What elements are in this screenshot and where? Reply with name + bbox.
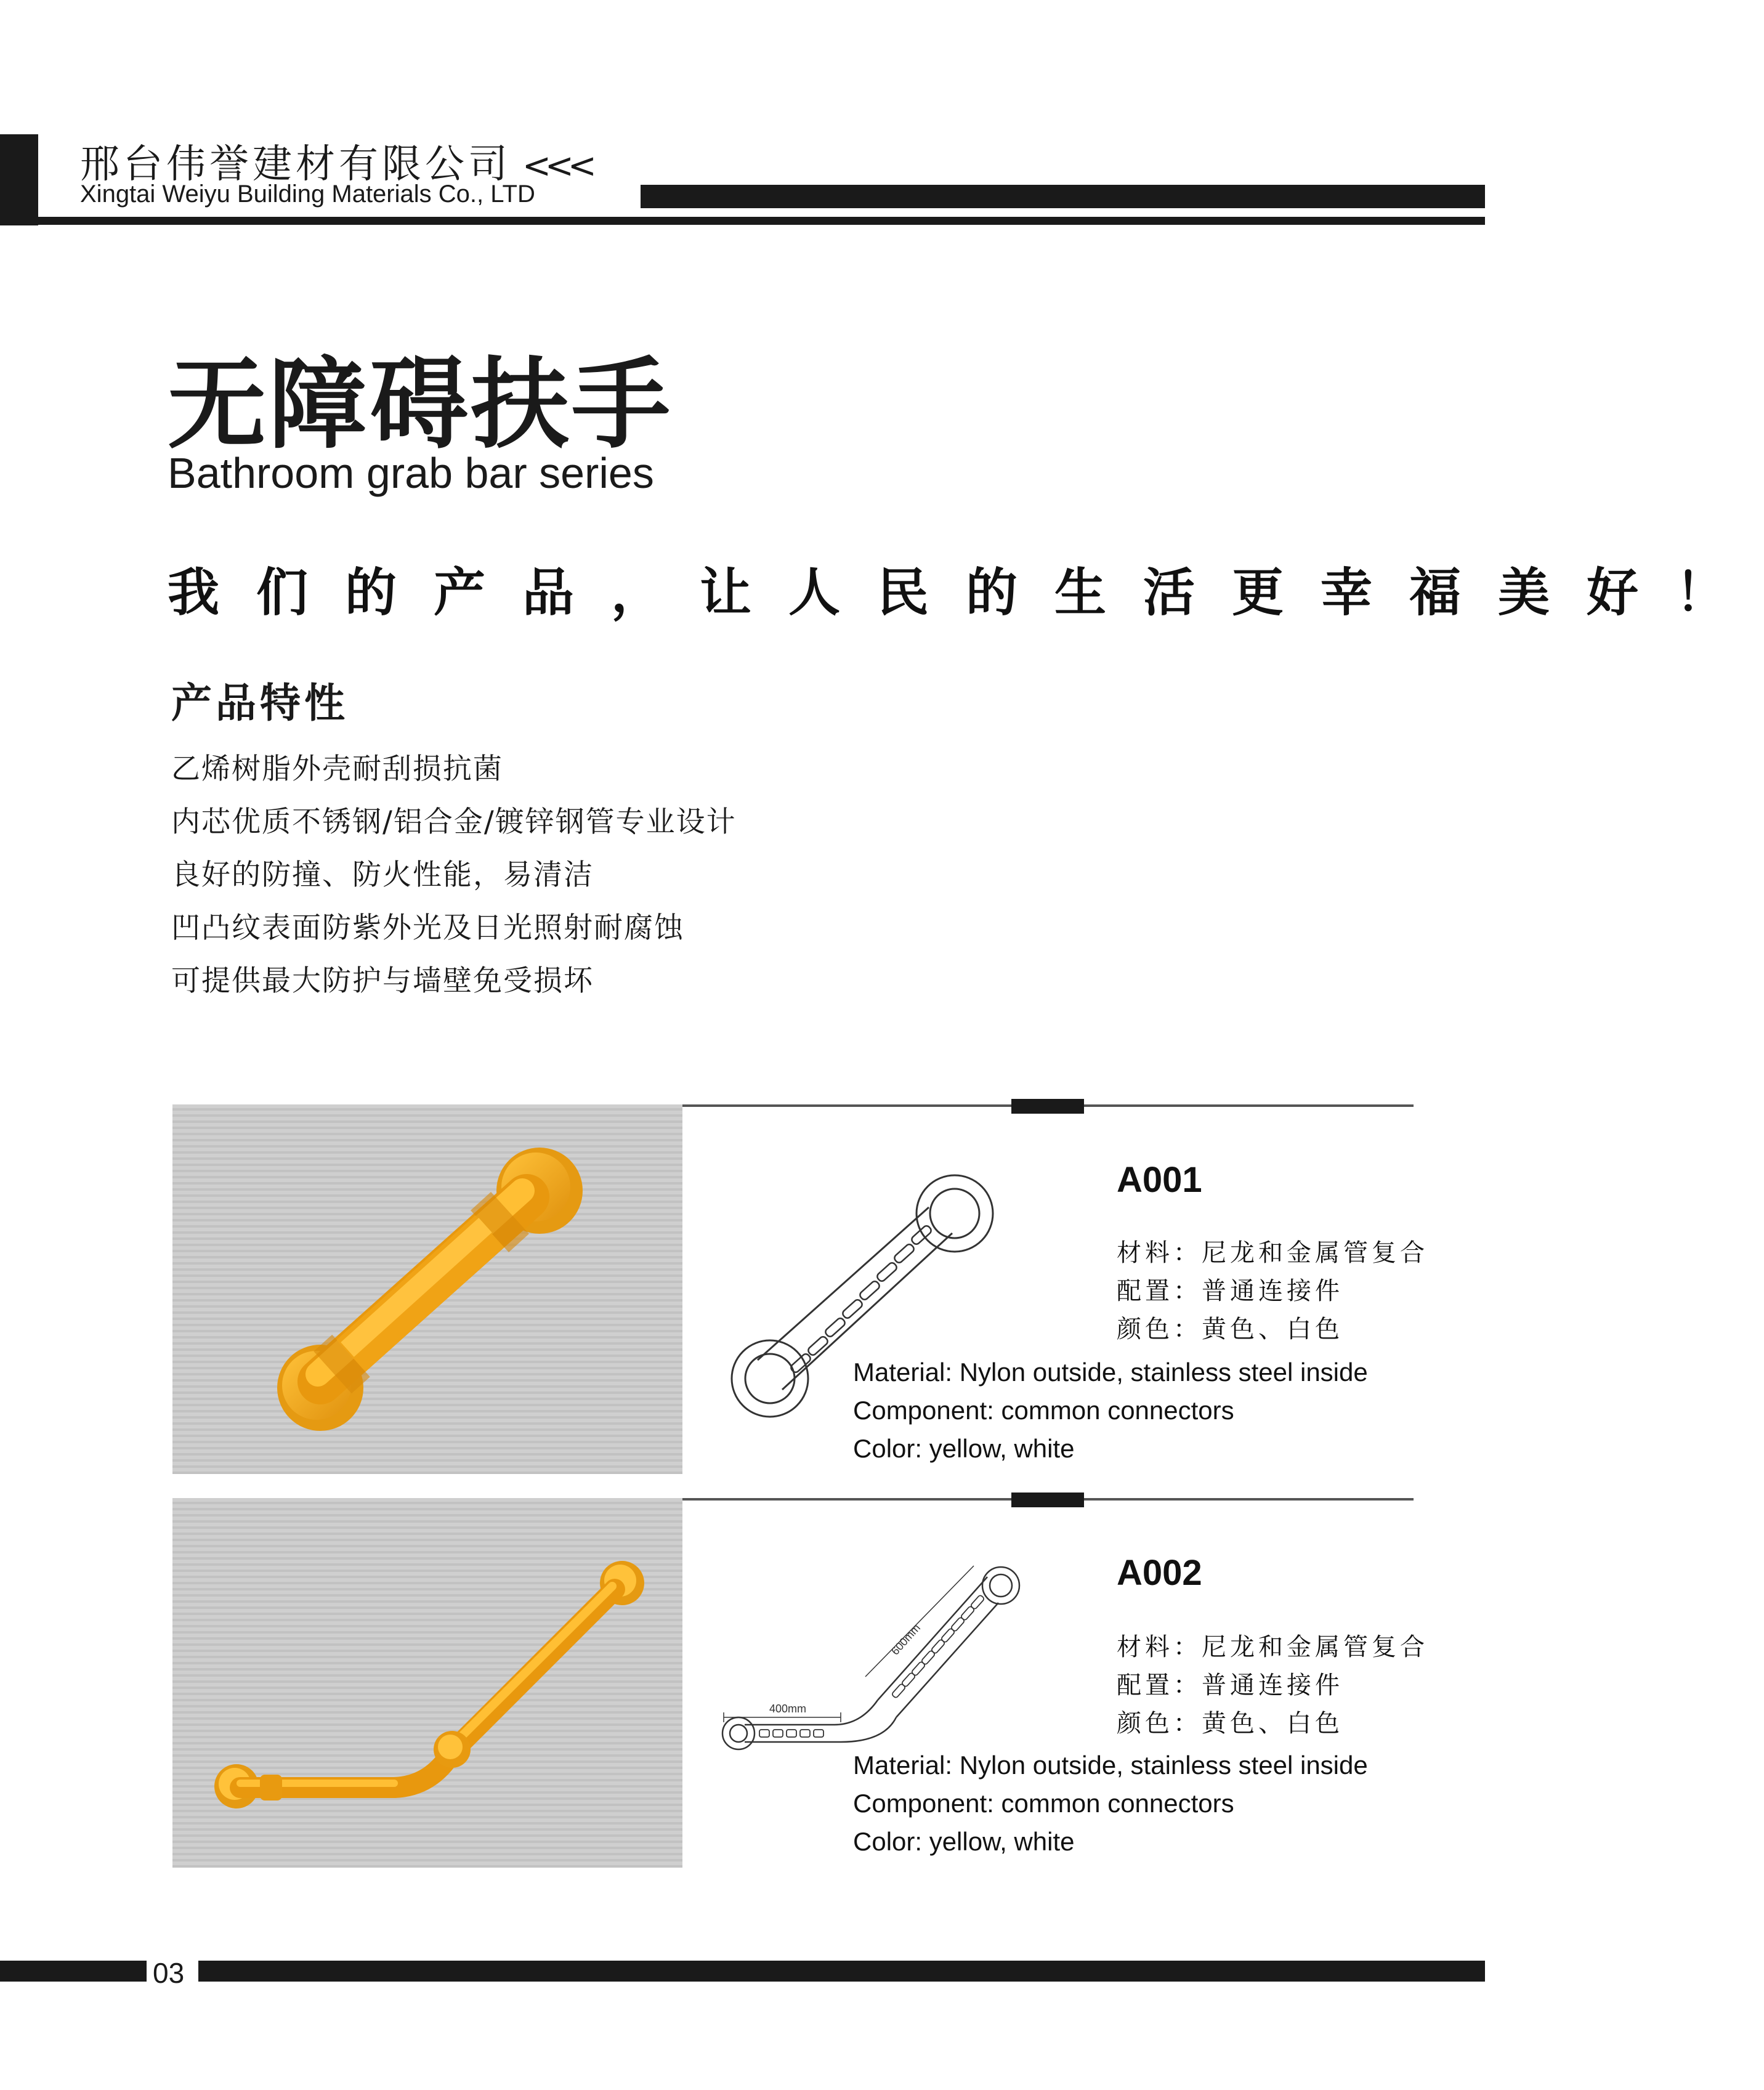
- product-separator-mark: [1011, 1099, 1084, 1114]
- spec-component-cn: 配置：普通连接件: [1117, 1277, 1343, 1305]
- product-spec-cn: [1117, 1628, 1428, 1743]
- slogan: 我们的产品，让人民的生活更幸福美好！: [168, 562, 1764, 623]
- product-spec-en: [853, 1746, 1368, 1861]
- header-left-bar: [0, 134, 38, 225]
- spec-color-en: Color: yellow, white: [853, 1434, 1075, 1463]
- spec-material-en: Material: Nylon outside, stainless steel inside: [853, 1358, 1368, 1387]
- company-name-cn-text: 邢台伟誉建材有限公司: [80, 142, 511, 187]
- spec-color-cn: 颜色：黄色、白色: [1117, 1709, 1343, 1738]
- footer-right-bar: [198, 1961, 1485, 1982]
- spec-component-cn: 配置：普通连接件: [1117, 1671, 1343, 1699]
- company-name-en: Xingtai Weiyu Building Materials Co., LTD: [80, 180, 535, 208]
- feature-item: 内芯优质不锈钢/铝合金/镀锌钢管专业设计: [171, 805, 737, 839]
- page-title-cn: 无障碍扶手: [168, 347, 673, 462]
- dimension-600mm: 600mm: [889, 1621, 923, 1658]
- spec-component-en: Component: common connectors: [853, 1789, 1234, 1818]
- product-code: A002: [1117, 1553, 1202, 1593]
- spec-material-en: Material: Nylon outside, stainless steel inside: [853, 1751, 1368, 1780]
- feature-item: 可提供最大防护与墙壁免受损坏: [171, 964, 594, 998]
- feature-item: 良好的防撞、防火性能，易清洁: [171, 858, 594, 892]
- features-list: [171, 743, 737, 1008]
- chevron-left-icon: <<<: [522, 146, 591, 186]
- page-number: 03: [153, 1957, 185, 1989]
- spec-color-cn: 颜色：黄色、白色: [1117, 1315, 1343, 1343]
- spec-color-en: Color: yellow, white: [853, 1827, 1075, 1856]
- feature-item: 凹凸纹表面防紫外光及日光照射耐腐蚀: [171, 911, 684, 945]
- features-heading: 产品特性: [171, 679, 349, 727]
- product-diagram-a002: [718, 1563, 1038, 1748]
- feature-item: 乙烯树脂外壳耐刮损抗菌: [171, 752, 503, 786]
- footer-left-bar: [0, 1961, 147, 1982]
- dimension-400mm: 400mm: [769, 1703, 807, 1715]
- product-photo-a002: [172, 1498, 682, 1868]
- spec-material-cn: 材料：尼龙和金属管复合: [1117, 1633, 1428, 1661]
- product-separator-mark: [1011, 1493, 1084, 1507]
- product-spec-cn: [1117, 1234, 1428, 1348]
- page-title-en: Bathroom grab bar series: [168, 449, 654, 497]
- header-right-bar: [641, 185, 1485, 208]
- spec-component-en: Component: common connectors: [853, 1396, 1234, 1425]
- product-spec-en: [853, 1353, 1368, 1468]
- product-photo-a001: [172, 1104, 682, 1474]
- product-code: A001: [1117, 1160, 1202, 1200]
- spec-material-cn: 材料：尼龙和金属管复合: [1117, 1239, 1428, 1267]
- header-rule: [0, 217, 1485, 225]
